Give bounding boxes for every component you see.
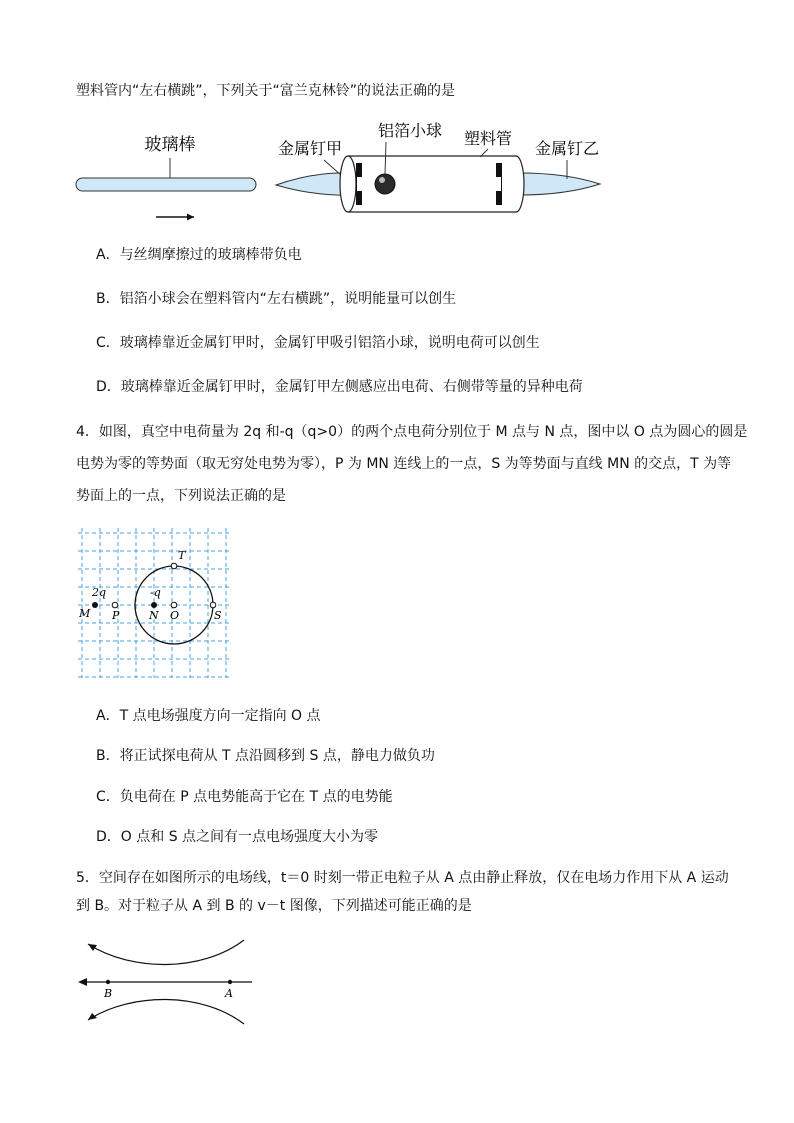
q3-option-a: A．与丝绸摩擦过的玻璃棒带负电: [96, 247, 302, 263]
field-line-top-arrow: [88, 944, 97, 951]
point-p: [112, 602, 118, 608]
q3-option-b: B．铝箔小球会在塑料管内“左右横跳”，说明能量可以创生: [96, 291, 457, 307]
tube-label: 塑料管: [463, 129, 513, 148]
field-line-top: [88, 940, 244, 965]
label-charge-neg-q: -q: [150, 586, 161, 599]
label-charge-2q: 2q: [92, 586, 107, 599]
q5-figure-field-lines: [72, 932, 262, 1032]
tube-left-end: [340, 156, 356, 212]
foil-ball-label: 铝箔小球: [377, 121, 443, 140]
field-line-bottom-arrow: [88, 1013, 97, 1020]
q4-figure-equipotential: [78, 528, 238, 678]
label-t: T: [178, 549, 186, 562]
q4-option-b: B．将正试探电荷从 T 点沿圆移到 S 点，静电力做负功: [96, 748, 435, 764]
point-s: [210, 602, 216, 608]
field-line-middle-arrow: [78, 978, 87, 986]
q5-stem-line2: 到 B。对于粒子从 A 到 B 的 v－t 图像，下列描述可能正确的是: [76, 898, 472, 914]
point-a: [228, 980, 232, 984]
foil-ball-highlight: [379, 177, 385, 183]
point-m-charge: [92, 602, 98, 608]
nail-b: [520, 173, 600, 195]
point-o: [171, 602, 177, 608]
q4-option-d: D．O 点和 S 点之间有一点电场强度大小为零: [96, 829, 379, 845]
motion-arrow-head: [187, 214, 194, 221]
point-t: [171, 563, 177, 569]
nail-a-label: 金属钉甲: [277, 139, 343, 158]
label-p: P: [112, 609, 120, 622]
q3-option-c: C．玻璃棒靠近金属钉甲时，金属钉甲吸引铝箔小球，说明电荷可以创生: [96, 335, 540, 351]
q5-stem-line1: 5．空间存在如图所示的电场线，t＝0 时刻一带正电粒子从 A 点由静止释放，仅在电场力作用下从 A 运动: [76, 870, 729, 886]
q4-stem-line2: 电势为零的等势面（取无穷处电势为零），P 为 MN 连线上的一点，S 为等势面与直线 MN 的交点，T 为等: [76, 456, 732, 472]
q4-option-c: C．负电荷在 P 点电势能高于它在 T 点的电势能: [96, 789, 393, 805]
label-o: O: [170, 609, 180, 622]
q4-option-a: A．T 点电场强度方向一定指向 O 点: [96, 708, 321, 724]
q3-figure-franklin-bell: [70, 118, 610, 230]
point-b: [106, 980, 110, 984]
label-m: M: [79, 607, 91, 620]
label-n: N: [149, 609, 159, 622]
q4-stem-line1: 4．如图，真空中电荷量为 2q 和-q（q>0）的两个点电荷分别位于 M 点与 N 点，图中以 O 点为圆心的圆是: [76, 424, 748, 440]
label-s: S: [214, 609, 222, 622]
q3-option-d: D．玻璃棒靠近金属钉甲时，金属钉甲左侧感应出电荷、右侧带等量的异种电荷: [96, 379, 583, 395]
label-b: B: [104, 987, 113, 1000]
q3-stem: 塑料管内“左右横跳”，下列关于“富兰克林铃”的说法正确的是: [76, 83, 456, 99]
glass-rod-label: 玻璃棒: [144, 135, 196, 155]
q4-stem-line3: 势面上的一点，下列说法正确的是: [76, 488, 286, 504]
label-a: A: [225, 987, 233, 1000]
glass-rod: [76, 178, 256, 191]
point-n-charge: [151, 602, 157, 608]
field-line-bottom: [88, 999, 244, 1024]
nail-b-label: 金属钉乙: [534, 139, 600, 158]
foil-ball: [375, 174, 395, 194]
